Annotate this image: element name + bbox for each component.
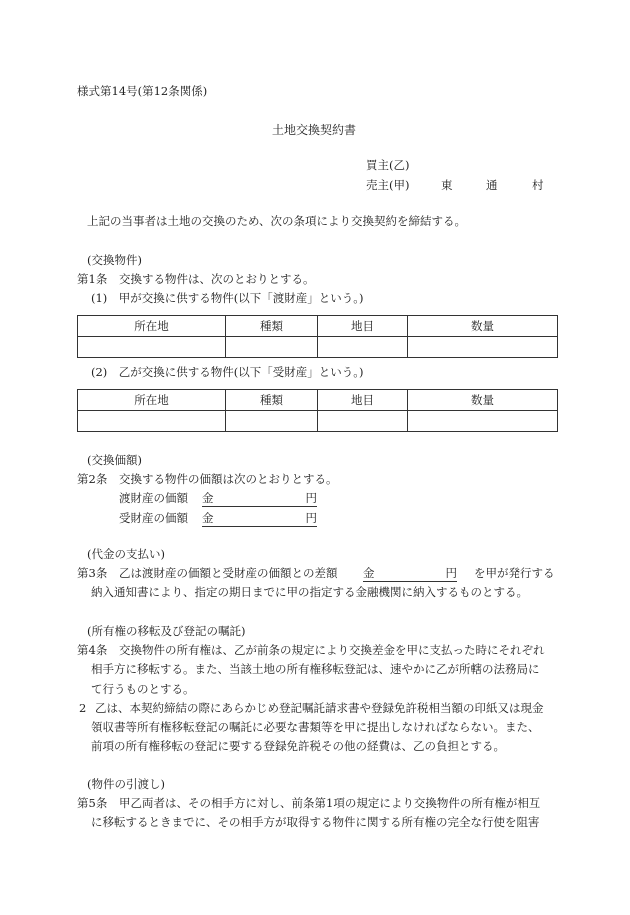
yen-label: 円 bbox=[445, 566, 457, 580]
article-4-line-1: 交換物件の所有権は、乙が前条の規定により交換差金を甲に支払った時にそれぞれ bbox=[119, 643, 545, 657]
seller-label: 売主(甲) bbox=[366, 178, 410, 192]
article-3-number: 第3条 bbox=[77, 566, 108, 580]
transfer-property-table bbox=[77, 315, 558, 358]
article-1-heading: (交換物件) bbox=[87, 253, 142, 267]
col-header-type: 種類 bbox=[226, 316, 318, 337]
cell-land-category bbox=[318, 411, 408, 432]
cell-quantity bbox=[408, 411, 558, 432]
document-title: 土地交換契約書 bbox=[272, 123, 357, 137]
kin-label: 金 bbox=[363, 566, 375, 580]
cell-quantity bbox=[408, 337, 558, 358]
article-4-paragraph-2-line-2: 領収書等所有権移転登記の嘱託に必要な書類等を甲に提出しなければならない。また、 bbox=[91, 720, 540, 734]
cell-location bbox=[78, 337, 226, 358]
seller-name-char-2: 通 bbox=[486, 178, 498, 192]
col-header-location: 所在地 bbox=[78, 316, 226, 337]
article-5-line-1: 甲乙両者は、その相手方に対し、前条第1項の規定により交換物件の所有権が相互 bbox=[119, 796, 541, 810]
transfer-price-field bbox=[202, 493, 317, 507]
article-2-number: 第2条 bbox=[77, 472, 108, 486]
article-4-paragraph-2-number: 2 bbox=[79, 701, 87, 715]
col-header-quantity: 数量 bbox=[408, 390, 558, 411]
col-header-location: 所在地 bbox=[78, 390, 226, 411]
article-3-text-a: 乙は渡財産の価額と受財産の価額との差額 bbox=[119, 566, 338, 580]
difference-amount-field bbox=[363, 568, 457, 582]
buyer-label: 買主(乙) bbox=[366, 158, 410, 172]
article-5-heading: (物件の引渡し) bbox=[87, 777, 165, 791]
transfer-price-label: 渡財産の価額 bbox=[119, 491, 188, 505]
kin-label: 金 bbox=[202, 511, 214, 525]
receive-price-field bbox=[202, 513, 317, 527]
article-4-paragraph-2-line-1: 乙は、本契約締結の際にあらかじめ登記嘱託請求書や登録免許税相当額の印紙又は現金 bbox=[95, 701, 544, 715]
article-4-line-3: て行うものとする。 bbox=[91, 682, 195, 696]
article-1-number: 第1条 bbox=[77, 272, 108, 286]
form-label: 様式第14号(第12条関係) bbox=[77, 84, 208, 98]
table-row bbox=[78, 337, 558, 358]
yen-label: 円 bbox=[305, 491, 317, 505]
col-header-type: 種類 bbox=[226, 390, 318, 411]
article-5-number: 第5条 bbox=[77, 796, 108, 810]
kin-label: 金 bbox=[202, 491, 214, 505]
article-4-number: 第4条 bbox=[77, 643, 108, 657]
article-4-line-2: 相手方に移転する。また、当該土地の所有権移転登記は、速やかに乙が所轄の法務局に bbox=[91, 662, 540, 676]
article-4-heading: (所有権の移転及び登記の嘱託) bbox=[87, 624, 246, 638]
article-3-heading: (代金の支払い) bbox=[87, 547, 165, 561]
article-1-item-2: (2) 乙が交換に供する物件(以下「受財産」という。) bbox=[91, 365, 364, 379]
cell-location bbox=[78, 411, 226, 432]
article-1-text: 交換する物件は、次のとおりとする。 bbox=[119, 272, 315, 286]
col-header-land-category: 地目 bbox=[318, 390, 408, 411]
seller-name-char-1: 東 bbox=[441, 178, 453, 192]
col-header-quantity: 数量 bbox=[408, 316, 558, 337]
article-3-line-2: 納入通知書により、指定の期日までに甲の指定する金融機関に納入するものとする。 bbox=[91, 585, 528, 599]
cell-type bbox=[226, 337, 318, 358]
table-header-row bbox=[78, 390, 558, 411]
receive-price-label: 受財産の価額 bbox=[119, 511, 188, 525]
table-header-row bbox=[78, 316, 558, 337]
table-row bbox=[78, 411, 558, 432]
col-header-land-category: 地目 bbox=[318, 316, 408, 337]
article-1-item-1: (1) 甲が交換に供する物件(以下「渡財産」という。) bbox=[91, 291, 364, 305]
yen-label: 円 bbox=[305, 511, 317, 525]
preamble: 上記の当事者は土地の交換のため、次の条項により交換契約を締結する。 bbox=[87, 214, 467, 228]
article-2-text: 交換する物件の価額は次のとおりとする。 bbox=[119, 472, 338, 486]
seller-name-char-3: 村 bbox=[532, 178, 544, 192]
article-5-line-2: に移転するときまでに、その相手方が取得する物件に関する所有権の完全な行使を阻害 bbox=[91, 815, 540, 829]
article-3-text-b: を甲が発行する bbox=[474, 566, 555, 580]
receive-property-table bbox=[77, 389, 558, 432]
article-4-paragraph-2-line-3: 前項の所有権移転の登記に要する登録免許税その他の経費は、乙の負担とする。 bbox=[91, 739, 505, 753]
article-2-heading: (交換価額) bbox=[87, 453, 142, 467]
cell-type bbox=[226, 411, 318, 432]
cell-land-category bbox=[318, 337, 408, 358]
